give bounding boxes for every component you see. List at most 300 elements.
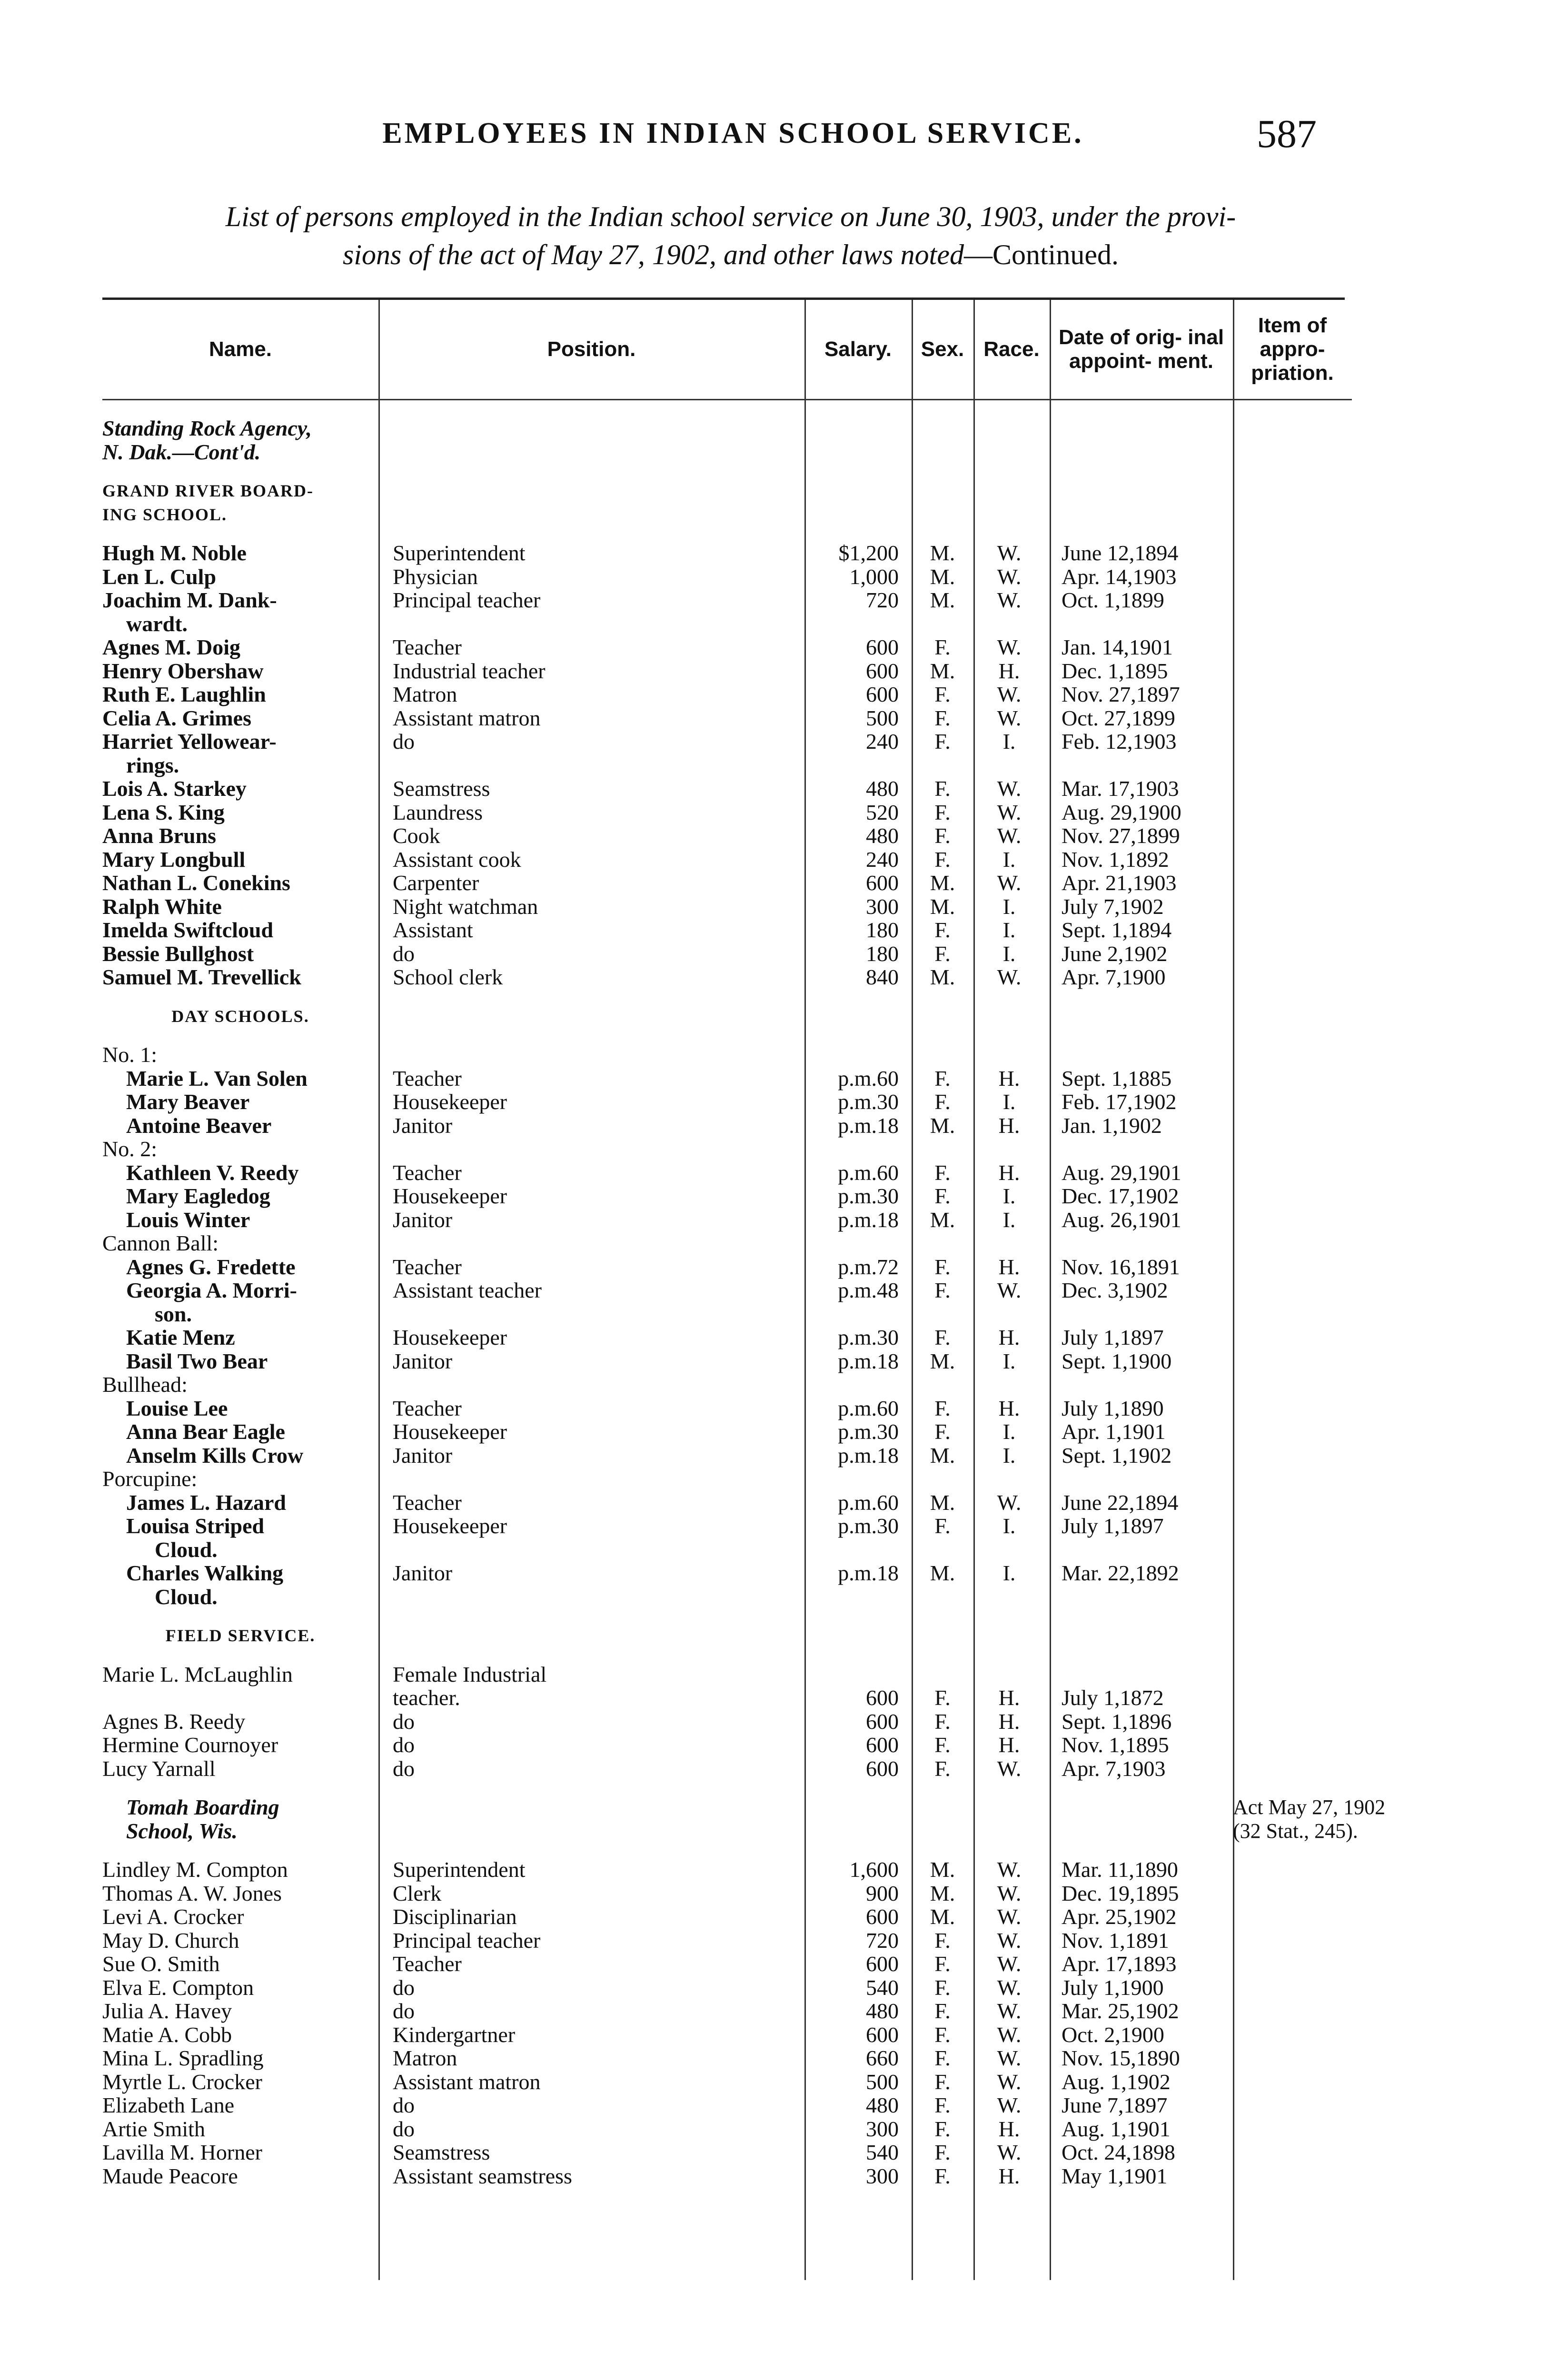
appointment-date: Apr. 21,1903 — [1062, 871, 1177, 895]
caption-line-2 — [102, 236, 1359, 274]
employee-salary: 600 — [866, 1904, 899, 1929]
employee-name: Louisa Striped — [126, 1514, 265, 1538]
table-row — [102, 503, 1352, 526]
employee-race: I. — [1002, 847, 1016, 872]
employee-position: do — [393, 1756, 415, 1781]
appointment-date: Dec. 17,1902 — [1062, 1184, 1179, 1208]
employee-position: Assistant matron — [393, 705, 541, 730]
employee-sex: F. — [934, 1278, 951, 1302]
employee-name: Imelda Swiftcloud — [102, 918, 274, 942]
employee-name: James L. Hazard — [126, 1490, 287, 1515]
employee-race: I. — [1002, 1443, 1016, 1468]
employee-name: Louise Lee — [126, 1396, 228, 1420]
employee-name: Marie L. McLaughlin — [102, 1662, 293, 1686]
employee-name: Len L. Culp — [102, 564, 217, 589]
employee-name: Lena S. King — [102, 800, 225, 824]
employee-race: W. — [997, 705, 1022, 730]
appointment-date: June 22,1894 — [1062, 1490, 1179, 1515]
employee-race: W. — [997, 541, 1022, 565]
page-title: EMPLOYEES IN INDIAN SCHOOL SERVICE. — [382, 117, 1084, 149]
appointment-date: Apr. 7,1903 — [1062, 1756, 1166, 1781]
employee-sex: M. — [930, 658, 955, 683]
appropriation-item: Act May 27, 1902 — [1233, 1795, 1386, 1819]
employee-name: Agnes B. Reedy — [102, 1709, 246, 1734]
employee-race: W. — [997, 800, 1022, 824]
employee-name: Maude Peacore — [102, 2163, 238, 2188]
employee-position: Night watchman — [393, 894, 538, 919]
employee-name: Marie L. Van Solen — [126, 1066, 308, 1091]
employee-salary: 600 — [866, 658, 899, 683]
employee-salary: 480 — [866, 2093, 899, 2117]
table-row — [102, 1004, 1352, 1028]
employee-race: I. — [1002, 1514, 1016, 1538]
employee-salary: p.m.18 — [838, 1207, 899, 1232]
employee-salary: 540 — [866, 1975, 899, 2000]
employee-name: wardt. — [126, 611, 188, 636]
appointment-date: Dec. 19,1895 — [1062, 1881, 1179, 1905]
employee-name: Anselm Kills Crow — [126, 1443, 304, 1468]
table-row — [102, 1561, 1352, 1585]
employee-salary: 300 — [866, 2163, 899, 2188]
employee-position: Teacher — [393, 1066, 462, 1091]
employee-salary: 180 — [866, 918, 899, 942]
employee-sex: F. — [934, 1254, 951, 1279]
employee-sex: F. — [934, 2093, 951, 2117]
employee-sex: M. — [930, 564, 955, 589]
employee-name: rings. — [126, 753, 179, 777]
employee-race: H. — [998, 1325, 1020, 1349]
appointment-date: Sept. 1,1902 — [1062, 1443, 1172, 1468]
employee-name: Lois A. Starkey — [102, 776, 247, 801]
employee-salary: p.m.18 — [838, 1113, 899, 1138]
employee-race: I. — [1002, 1561, 1016, 1585]
employee-name: Standing Rock Agency, — [102, 416, 312, 440]
column-header-name: Name. — [208, 337, 272, 361]
appropriation-item: (32 Stat., 245). — [1233, 1819, 1358, 1843]
employee-race: W. — [997, 1278, 1022, 1302]
employee-sex: F. — [934, 1160, 951, 1185]
employee-race: H. — [998, 2116, 1020, 2141]
employee-sex: F. — [934, 847, 951, 872]
employee-position: Housekeeper — [393, 1419, 507, 1444]
table-row — [102, 871, 1352, 895]
table-row — [102, 1349, 1352, 1373]
employee-sex: F. — [934, 1090, 951, 1114]
employee-sex: M. — [930, 1857, 955, 1882]
employee-race: W. — [997, 1857, 1022, 1882]
appointment-date: Apr. 1,1901 — [1062, 1419, 1166, 1444]
table-row — [102, 1999, 1352, 2023]
employee-race: H. — [998, 1686, 1020, 1710]
employee-race: I. — [1002, 1207, 1016, 1232]
appointment-date: Oct. 24,1898 — [1062, 2140, 1175, 2164]
employee-salary: p.m.60 — [838, 1160, 899, 1185]
table-row — [102, 1420, 1352, 1444]
employee-race: H. — [998, 658, 1020, 683]
employee-race: W. — [997, 1756, 1022, 1781]
employee-name: Mary Longbull — [102, 847, 246, 872]
employee-position: teacher. — [393, 1686, 460, 1710]
table-row — [102, 2023, 1352, 2047]
employee-position: do — [393, 729, 415, 754]
employee-race: I. — [1002, 1349, 1016, 1373]
appointment-date: Nov. 15,1890 — [1062, 2046, 1180, 2070]
employee-sex: F. — [934, 1999, 951, 2023]
appointment-date: Nov. 1,1892 — [1062, 847, 1169, 872]
employee-sex: F. — [934, 1514, 951, 1538]
employee-salary: 600 — [866, 871, 899, 895]
table-row — [102, 754, 1352, 777]
table-row — [102, 1279, 1352, 1302]
employee-sex: M. — [930, 1349, 955, 1373]
employee-name: GRAND RIVER BOARD- — [102, 481, 314, 500]
employee-race: I. — [1002, 918, 1016, 942]
employee-race: H. — [998, 1254, 1020, 1279]
employee-race: W. — [997, 2046, 1022, 2070]
caption-line-1: List of persons employed in the Indian school service on June 30, 1903, under the provi- — [225, 201, 1236, 232]
employee-name: Sue O. Smith — [102, 1952, 220, 1976]
employee-position: do — [393, 941, 415, 966]
employee-name: Anna Bear Eagle — [126, 1419, 285, 1444]
employee-sex: M. — [930, 894, 955, 919]
employee-race: W. — [997, 965, 1022, 989]
employee-race: W. — [997, 1904, 1022, 1929]
employee-salary: p.m.30 — [838, 1325, 899, 1349]
employee-salary: p.m.30 — [838, 1514, 899, 1538]
employee-position: Teacher — [393, 1160, 462, 1185]
employee-salary: 240 — [866, 729, 899, 754]
employee-name: Elva E. Compton — [102, 1975, 254, 2000]
table-row — [102, 1929, 1352, 1953]
employee-sex: F. — [934, 1066, 951, 1091]
table-row — [102, 1976, 1352, 2000]
appointment-date: June 2,1902 — [1062, 941, 1168, 966]
employee-position: Industrial teacher — [393, 658, 546, 683]
employee-name: Basil Two Bear — [126, 1349, 268, 1373]
table-row — [102, 1491, 1352, 1515]
appointment-date: Jan. 14,1901 — [1062, 635, 1173, 659]
employee-position: Seamstress — [393, 776, 490, 801]
page-number: 587 — [1257, 112, 1317, 156]
employee-sex: M. — [930, 965, 955, 989]
column-header-position: Position. — [547, 337, 636, 361]
table-row — [102, 2141, 1352, 2164]
employee-salary: 600 — [866, 1733, 899, 1757]
table-row — [102, 1905, 1352, 1929]
appointment-date: Feb. 17,1902 — [1062, 1090, 1177, 1114]
employee-name: Hugh M. Noble — [102, 541, 247, 565]
employee-sex: F. — [934, 1396, 951, 1420]
appointment-date: Apr. 25,1902 — [1062, 1904, 1177, 1929]
table-row — [102, 1090, 1352, 1114]
employee-sex: F. — [934, 2022, 951, 2047]
employee-salary: 1,600 — [849, 1857, 899, 1882]
employee-sex: M. — [930, 1904, 955, 1929]
employee-sex: M. — [930, 588, 955, 612]
employee-name: Ralph White — [102, 894, 222, 919]
employee-position: Matron — [393, 682, 457, 706]
employee-salary: 840 — [866, 965, 899, 989]
employee-name: Julia A. Havey — [102, 1999, 232, 2023]
table-row — [102, 1444, 1352, 1468]
employee-name: Antoine Beaver — [126, 1113, 272, 1138]
employee-race: I. — [1002, 1419, 1016, 1444]
employee-position: Housekeeper — [393, 1325, 507, 1349]
employee-sex: M. — [930, 1207, 955, 1232]
employee-salary: 480 — [866, 823, 899, 848]
employee-race: W. — [997, 1881, 1022, 1905]
table-row — [102, 1302, 1352, 1326]
employee-name: Lucy Yarnall — [102, 1756, 216, 1781]
employee-name: Kathleen V. Reedy — [126, 1160, 299, 1185]
employee-salary: 600 — [866, 2022, 899, 2047]
employee-name: DAY SCHOOLS. — [171, 1006, 309, 1026]
appointment-date: July 1,1897 — [1062, 1514, 1164, 1538]
employee-salary: 600 — [866, 1686, 899, 1710]
appointment-date: Dec. 1,1895 — [1062, 658, 1168, 683]
table-row — [102, 1326, 1352, 1349]
employee-race: W. — [997, 1952, 1022, 1976]
table-row — [102, 801, 1352, 824]
employee-salary: 600 — [866, 682, 899, 706]
employee-name: Elizabeth Lane — [102, 2093, 235, 2117]
employee-position: Janitor — [393, 1113, 453, 1138]
employee-race: H. — [998, 1066, 1020, 1091]
table-row — [102, 440, 1352, 464]
column-header-item: Item of appro- priation. — [1251, 314, 1334, 385]
employee-salary: p.m.60 — [838, 1066, 899, 1091]
employee-salary: p.m.30 — [838, 1184, 899, 1208]
employee-sex: F. — [934, 1686, 951, 1710]
employee-sex: F. — [934, 2069, 951, 2094]
employee-race: I. — [1002, 1184, 1016, 1208]
appointment-date: Nov. 27,1897 — [1062, 682, 1180, 706]
employee-name: Cannon Ball: — [102, 1231, 219, 1255]
employee-position: Assistant cook — [393, 847, 521, 872]
employee-salary: 300 — [866, 2116, 899, 2141]
column-header-sex: Sex. — [921, 337, 964, 361]
employee-position: Matron — [393, 2046, 457, 2070]
employee-name: Agnes M. Doig — [102, 635, 241, 659]
appointment-date: June 12,1894 — [1062, 541, 1179, 565]
employee-race: H. — [998, 1113, 1020, 1138]
employee-name: Katie Menz — [126, 1325, 235, 1349]
appointment-date: Apr. 7,1900 — [1062, 965, 1166, 989]
employee-salary: 720 — [866, 588, 899, 612]
employee-salary: 660 — [866, 2046, 899, 2070]
table-row — [102, 565, 1352, 589]
employee-sex: M. — [930, 1561, 955, 1585]
appointment-date: Mar. 11,1890 — [1062, 1857, 1178, 1882]
employee-name: Joachim M. Dank- — [102, 588, 277, 612]
table-row — [102, 965, 1352, 989]
table-row — [102, 1538, 1352, 1562]
employee-name: Anna Bruns — [102, 823, 217, 848]
appointment-date: Nov. 1,1895 — [1062, 1733, 1169, 1757]
appointment-date: Oct. 2,1900 — [1062, 2022, 1164, 2047]
employee-salary: 900 — [866, 1881, 899, 1905]
table-row — [102, 2164, 1352, 2188]
appointment-date: Jan. 1,1902 — [1062, 1113, 1162, 1138]
employee-position: Physician — [393, 564, 478, 589]
employee-position: Clerk — [393, 1881, 442, 1905]
page-header — [0, 112, 1558, 169]
employee-race: H. — [998, 1709, 1020, 1734]
employee-sex: F. — [934, 941, 951, 966]
employee-sex: F. — [934, 1928, 951, 1953]
employee-salary: p.m.48 — [838, 1278, 899, 1302]
table-row — [102, 848, 1352, 872]
employee-sex: M. — [930, 541, 955, 565]
employee-position: Janitor — [393, 1443, 453, 1468]
employee-table — [102, 300, 1386, 2280]
employee-race: W. — [997, 1999, 1022, 2023]
employee-name: School, Wis. — [126, 1818, 238, 1843]
table-row — [102, 1686, 1352, 1710]
table-row — [102, 1114, 1352, 1138]
employee-position: Janitor — [393, 1561, 453, 1585]
table-row — [102, 1231, 1352, 1255]
appointment-date: July 1,1900 — [1062, 1975, 1164, 2000]
employee-name: Bullhead: — [102, 1372, 188, 1397]
employee-race: W. — [997, 823, 1022, 848]
employee-name: No. 1: — [102, 1042, 157, 1067]
employee-salary: 1,000 — [849, 564, 899, 589]
employee-name: Henry Obershaw — [102, 658, 264, 683]
table-row — [102, 2117, 1352, 2141]
table-row — [102, 1757, 1352, 1781]
employee-salary: 600 — [866, 635, 899, 659]
table-row — [102, 1624, 1352, 1647]
table-row — [102, 1663, 1352, 1686]
table-row — [102, 2046, 1352, 2070]
appointment-date: Nov. 27,1899 — [1062, 823, 1180, 848]
appointment-date: July 1,1897 — [1062, 1325, 1164, 1349]
table-row — [102, 1818, 1358, 1843]
appointment-date: Apr. 14,1903 — [1062, 564, 1177, 589]
appointment-date: Mar. 17,1903 — [1062, 776, 1179, 801]
employee-sex: F. — [934, 705, 951, 730]
employee-name: Louis Winter — [126, 1207, 250, 1232]
table-row — [102, 1397, 1352, 1420]
appointment-date: Mar. 25,1902 — [1062, 1999, 1179, 2023]
table-row — [102, 1710, 1352, 1734]
employee-race: H. — [998, 1396, 1020, 1420]
employee-position: do — [393, 2093, 415, 2117]
employee-position: Janitor — [393, 1207, 453, 1232]
appointment-date: May 1,1901 — [1062, 2163, 1168, 2188]
employee-position: Teacher — [393, 1952, 462, 1976]
employee-position: School clerk — [393, 965, 503, 989]
employee-position: Teacher — [393, 1490, 462, 1515]
table-row — [102, 1184, 1352, 1208]
employee-sex: F. — [934, 1709, 951, 1734]
employee-name: Cloud. — [155, 1584, 218, 1609]
appointment-date: Sept. 1,1900 — [1062, 1349, 1172, 1373]
employee-salary: p.m.30 — [838, 1090, 899, 1114]
employee-race: I. — [1002, 894, 1016, 919]
table-row — [102, 1514, 1352, 1538]
employee-sex: F. — [934, 1184, 951, 1208]
employee-name: Thomas A. W. Jones — [102, 1881, 282, 1905]
employee-name: Mary Eagledog — [126, 1184, 270, 1208]
employee-name: Mary Beaver — [126, 1090, 250, 1114]
employee-salary: p.m.18 — [838, 1349, 899, 1373]
appointment-date: June 7,1897 — [1062, 2093, 1168, 2117]
table-row — [102, 1733, 1352, 1757]
employee-race: W. — [997, 564, 1022, 589]
employee-position: Superintendent — [393, 541, 526, 565]
table-row — [102, 541, 1352, 565]
employee-salary: 600 — [866, 1952, 899, 1976]
appointment-date: Aug. 26,1901 — [1062, 1207, 1181, 1232]
employee-salary: 480 — [866, 1999, 899, 2023]
table-row — [102, 730, 1352, 754]
table-row — [102, 416, 1352, 440]
employee-salary: p.m.18 — [838, 1443, 899, 1468]
appointment-date: July 7,1902 — [1062, 894, 1164, 919]
employee-name: Artie Smith — [102, 2116, 205, 2141]
employee-sex: F. — [934, 918, 951, 942]
table-row — [102, 777, 1352, 801]
employee-sex: F. — [934, 776, 951, 801]
employee-position: do — [393, 1733, 415, 1757]
employee-salary: 720 — [866, 1928, 899, 1953]
employee-sex: F. — [934, 2046, 951, 2070]
employee-race: W. — [997, 635, 1022, 659]
employee-race: W. — [997, 776, 1022, 801]
employee-race: W. — [997, 588, 1022, 612]
employee-sex: M. — [930, 1443, 955, 1468]
employee-race: W. — [997, 2069, 1022, 2094]
employee-position: Assistant seamstress — [393, 2163, 572, 2188]
employee-salary: 240 — [866, 847, 899, 872]
employee-salary: p.m.30 — [838, 1419, 899, 1444]
employee-position: Housekeeper — [393, 1090, 507, 1114]
employee-name: Levi A. Crocker — [102, 1904, 244, 1929]
table-row — [102, 1161, 1352, 1185]
employee-sex: F. — [934, 1733, 951, 1757]
employee-race: W. — [997, 682, 1022, 706]
employee-name: Cloud. — [155, 1537, 218, 1562]
appointment-date: Aug. 29,1900 — [1062, 800, 1181, 824]
table-row — [102, 635, 1352, 659]
employee-race: I. — [1002, 1090, 1016, 1114]
column-header-date: Date of orig- inal appoint- ment. — [1058, 326, 1224, 373]
employee-position: Teacher — [393, 1254, 462, 1279]
employee-position: Disciplinarian — [393, 1904, 517, 1929]
employee-sex: F. — [934, 729, 951, 754]
table-caption — [102, 198, 1359, 274]
employee-salary: p.m.60 — [838, 1396, 899, 1420]
employee-position: Housekeeper — [393, 1514, 507, 1538]
employee-name: Ruth E. Laughlin — [102, 682, 266, 706]
table-row — [102, 1795, 1386, 1819]
employee-position: Teacher — [393, 635, 462, 659]
table-row — [102, 1043, 1352, 1067]
employee-name: Samuel M. Trevellick — [102, 965, 301, 989]
employee-salary: 300 — [866, 894, 899, 919]
table-row — [102, 895, 1352, 919]
appointment-date: Dec. 3,1902 — [1062, 1278, 1168, 1302]
employee-salary: 540 — [866, 2140, 899, 2164]
employee-sex: F. — [934, 1975, 951, 2000]
appointment-date: Aug. 1,1902 — [1062, 2069, 1171, 2094]
employee-name: Lavilla M. Horner — [102, 2140, 262, 2164]
employee-position: Teacher — [393, 1396, 462, 1420]
employee-name: Georgia A. Morri- — [126, 1278, 297, 1302]
appointment-date: Nov. 16,1891 — [1062, 1254, 1180, 1279]
